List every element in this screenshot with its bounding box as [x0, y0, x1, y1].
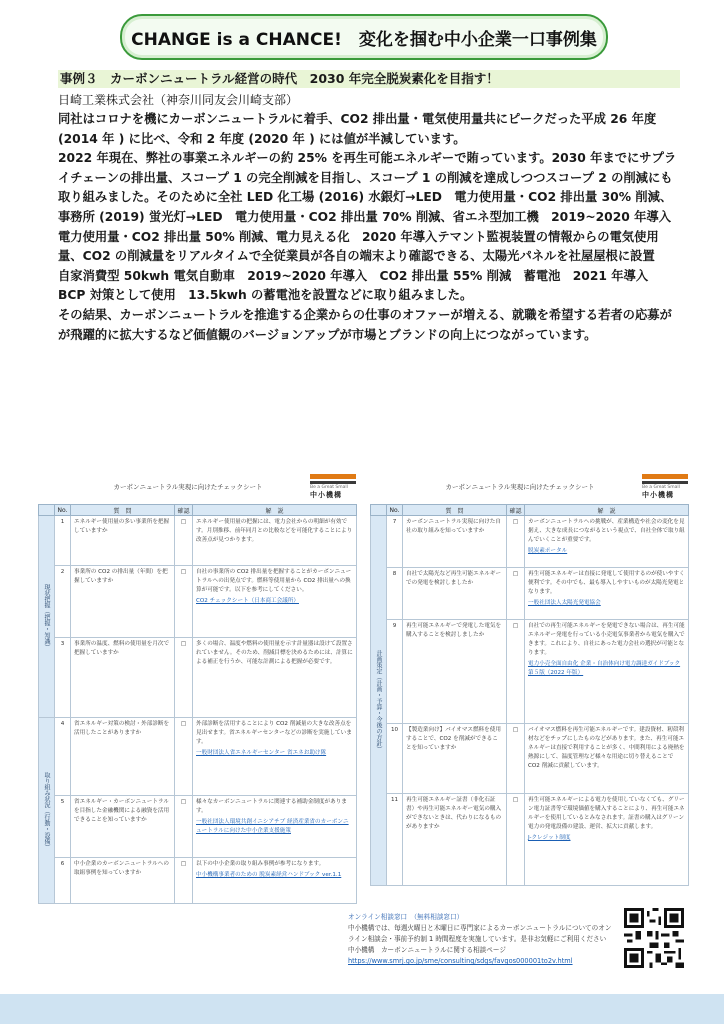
consultation-url-link[interactable]: https://www.smrj.go.jp/sme/consulting/sdgs/favgos000001to2v.html	[348, 957, 573, 965]
logo-tag: Be a Great Small	[310, 485, 348, 490]
explain-text: カーボンニュートラルへの挑戦が、産業構造や社会の変化を見据え、大きな成長につながるという視点で、自社全体で取り組んでいくことが重要です。	[528, 519, 685, 543]
col-category	[39, 505, 55, 516]
checklist-sheet-right	[370, 474, 690, 894]
resource-link[interactable]: 電力小売全面自由化 企業・自治体向け電力調達ガイドブック第５版（2022 年版）	[528, 661, 681, 676]
logo-tag: Be a Great Small	[642, 485, 680, 490]
table-row	[39, 566, 357, 638]
row-question: 再生可能エネルギーで発電した電気を購入することを検討しましたか	[403, 620, 507, 724]
row-checkbox[interactable]: □	[507, 516, 525, 568]
resource-link[interactable]: 一般社団法人環境共創イニシアチブ 経済産業省のカーボンニュートラルに向けた中小企業支援施策	[196, 819, 349, 834]
consultation-heading: オンライン相談窓口 （無料相談窓口）	[348, 913, 464, 921]
checklist-sheet-left	[38, 474, 358, 894]
row-question: 事業所の CO2 の排出量（年間）を把握していますか	[71, 566, 175, 638]
row-number: 11	[387, 794, 403, 886]
row-checkbox[interactable]: □	[175, 718, 193, 796]
explain-text: 以下の中小企業の取り組み事例が参考になります。	[196, 861, 325, 867]
row-explain	[193, 566, 357, 638]
row-checkbox[interactable]: □	[507, 794, 525, 886]
sheet-title: カーボンニュートラル実現に向けたチェックシート	[113, 483, 263, 491]
page-title	[120, 14, 608, 60]
explain-text: 外部診断を活用することにより CO2 削減量の大きな改善点を見出せます。省エネルギーセンターなどの診断を実施しています。	[196, 721, 352, 745]
row-checkbox[interactable]: □	[507, 568, 525, 620]
table-row	[371, 794, 689, 886]
table-row	[39, 516, 357, 566]
smrj-logo	[642, 474, 688, 500]
row-number: 8	[387, 568, 403, 620]
row-explain	[193, 796, 357, 858]
row-number: 4	[55, 718, 71, 796]
resource-link[interactable]: 脱炭素ポータル	[528, 548, 568, 554]
table-row	[371, 568, 689, 620]
row-number: 6	[55, 858, 71, 904]
explain-text: 再生可能エネルギーは直接に発電して使用するのが使いやすく便利です。その中でも、最も導入しやすいものが太陽光発電となります。	[528, 571, 685, 595]
row-checkbox[interactable]: □	[175, 638, 193, 718]
row-question: 自社で太陽光など再生可能エネルギーでの発電を検討しましたか	[403, 568, 507, 620]
row-number: 2	[55, 566, 71, 638]
checklist-table	[38, 504, 357, 904]
resource-link[interactable]: 一般社団法人太陽光発電協会	[528, 600, 601, 606]
row-number: 9	[387, 620, 403, 724]
explain-text: バイオマス燃料を再生可能エネルギーです。建設資材、籾殻利材などをチップにしたものなどがあります。また、再生可能エネルギーは直接で利用することが多く、中間利用による廃熱を熱源にして、温度管理など様々な用途に切り替えることで CO2 削減に貢献しています。	[528, 727, 685, 769]
col-explain: 解 説	[193, 505, 357, 516]
qr-code-icon[interactable]	[624, 908, 684, 968]
consultation-page-label: 中小機構 カーボンニュートラルに関する相談ページ	[348, 946, 506, 954]
row-number: 10	[387, 724, 403, 794]
explain-text: 再生可能エネルギーによる電力を使用していなくても、グリーン電力証書等で環境価値を購入することにより、再生可能エネルギーを使用しているとみなされます。証書の購入はグリーン電力の発電設備の建設、運営、拡大に貢献します。	[528, 797, 685, 830]
row-number: 7	[387, 516, 403, 568]
category-cell: 取り組み状況（行動・設備）	[39, 718, 55, 904]
table-row	[371, 620, 689, 724]
logo-name: 中小機構	[642, 491, 674, 499]
table-row	[371, 724, 689, 794]
row-explain	[193, 718, 357, 796]
row-checkbox[interactable]: □	[175, 566, 193, 638]
table-row	[39, 638, 357, 718]
checklist-table	[370, 504, 689, 886]
row-checkbox[interactable]: □	[507, 724, 525, 794]
table-row	[39, 718, 357, 796]
row-explain	[525, 724, 689, 794]
category-cell: 現状把握（把握・知識）	[39, 516, 55, 718]
consultation-text: 中小機構では、毎週火曜日と木曜日に専門家によるカーボンニュートラルについてのオンライン相談会・事前予約制 1 時間程度を実施しています。是非お気軽にご利用ください	[348, 924, 612, 943]
row-question: カーボンニュートラル実現に向けた自社の取り組みを知っていますか	[403, 516, 507, 568]
row-explain	[193, 638, 357, 718]
col-question: 質 問	[71, 505, 175, 516]
row-question: 中小企業のカーボンニュートラルへの取組事例を知っていますか	[71, 858, 175, 904]
row-number: 1	[55, 516, 71, 566]
explain-text: 様々なカーボンニュートラルに関連する補助金制度があります。	[196, 799, 347, 814]
col-question: 質 問	[403, 505, 507, 516]
col-explain: 解 説	[525, 505, 689, 516]
row-checkbox[interactable]: □	[175, 796, 193, 858]
page-title-text: CHANGE is a CHANCE! 変化を掴む中小企業一口事例集	[131, 29, 597, 50]
row-question: 【製造業向け】バイオマス燃料を使用することで、CO2 を削減ができることを知っていますか	[403, 724, 507, 794]
row-explain	[193, 516, 357, 566]
case-paragraph: 同社はコロナを機にカーボンニュートラルに着手、CO2 排出量・電気使用量共にピークだった平成 26 年度 (2014 年 ) に比べ、令和 2 年度 (2020 年 ) には値が半減しています。	[58, 112, 657, 146]
logo-name: 中小機構	[310, 491, 342, 499]
row-explain	[525, 568, 689, 620]
row-question: 省エネルギー対策の検討・外部診断を活用したことがありますか	[71, 718, 175, 796]
row-checkbox[interactable]: □	[507, 620, 525, 724]
company-name: 日崎工業株式会社（神奈川同友会川崎支部）	[58, 93, 299, 107]
row-explain	[525, 794, 689, 886]
resource-link[interactable]: 一般財団法人省エネルギーセンター 省エネお助け隊	[196, 750, 327, 756]
row-explain	[193, 858, 357, 904]
table-row	[39, 796, 357, 858]
explain-text: エネルギー使用量の把握には、電力会社からの明細が有効です。月別推移、前年同月との比較などを可能化することにより改善点が見つかります。	[196, 519, 353, 543]
row-number: 3	[55, 638, 71, 718]
explain-text: 自社での再生可能エネルギーを発電できない場合は、再生可能エネルギー発電を行っている小売電気事業者から電気を購入できます。これにより、自社にあった電力会社の選択が可能となります。	[528, 623, 685, 656]
category-cell: 計画策定（計画・予算・今後の方針）	[371, 516, 387, 886]
row-checkbox[interactable]: □	[175, 858, 193, 904]
resource-link[interactable]: 中小機構事業者のための 脱炭素経営ハンドブック ver.1.1	[196, 872, 342, 878]
table-row	[39, 858, 357, 904]
col-no: No.	[55, 505, 71, 516]
case-paragraph: その結果、カーボンニュートラルを推進する企業からの仕事のオファーが増える、就職を希望する若者の応募が	[58, 307, 672, 322]
explain-text: 自社の事業所の CO2 排出量を把握することがカーボンニュートラルへの出発点です。燃料等使用量から CO2 排出量への換算が可能です。以下を参考にしてください。	[196, 569, 352, 593]
col-category	[371, 505, 387, 516]
case-body	[58, 110, 678, 345]
row-checkbox[interactable]: □	[175, 516, 193, 566]
resource-link[interactable]: CO2 チェックシート（日本商工会議所）	[196, 598, 299, 604]
case-heading: 事例３ カーボンニュートラル経営の時代 2030 年完全脱炭素化を目指す！	[58, 70, 680, 88]
case-paragraph: 2022 年現在、弊社の事業エネルギーの約 25% を再生可能エネルギーで賄っています。2030 年までにサプライチェーンの排出量、スコープ 1 の完全削減を目指し、スコープ 1 の削減を達成しつつスコープ 2 の削減にも取り組みました。そのために全社 LED 化工場 (2016) 水銀灯→LED 電力使用量・CO2 排出量 30% 削減、事務所 (2019) 蛍光灯→LED 電力使用量・CO2 排出量 70% 削減、省エネ型加工機 2019~2020 年導入電力使用量・CO2 排出量 50% 削減、電力見える化 2020 年導入テマント監視装置の情報からの電気使用量、CO2 の削減量をリアルタイムで全従業員が各自の端末より確認できる、太陽光パネルを社屋屋根に設置 自家消費型 50kwh 電気自動車 2019~2020 年導入 CO2 排出量 55% 削減 蓄電池 2021 年導入 BCP 対策として使用 13.5kwh の蓄電池を設置などに取り組みました。	[58, 151, 677, 303]
col-check: 確認	[507, 505, 525, 516]
col-no: No.	[387, 505, 403, 516]
bottom-band	[0, 994, 724, 1024]
case-paragraph: が飛躍的に拡大するなど価値観のバージョンアップが市場とブランドの向上につながっています。	[58, 327, 597, 342]
row-question: 事業所の温度、燃料の使用量を月次で把握していますか	[71, 638, 175, 718]
sheet-title: カーボンニュートラル実現に向けたチェックシート	[445, 483, 595, 491]
row-explain	[525, 516, 689, 568]
row-question: エネルギー使用量の多い事業所を把握していますか	[71, 516, 175, 566]
consultation-note	[348, 912, 616, 967]
col-check: 確認	[175, 505, 193, 516]
row-number: 5	[55, 796, 71, 858]
row-explain	[525, 620, 689, 724]
table-row	[371, 516, 689, 568]
row-question: 再生可能エネルギー証書（非化石証書）や再生可能エネルギー電気の購入ができないときは、代わりになるものがありますか	[403, 794, 507, 886]
row-question: 省エネルギー・カーボンニュートラルを目指した金融機関による融資を活用できることを知っていますか	[71, 796, 175, 858]
smrj-logo	[310, 474, 356, 500]
resource-link[interactable]: J-クレジット制度	[528, 835, 571, 841]
explain-text: 多くの場合、温度や燃料の使用量を示す計量器は設けて設置されていません。そのため、削減目標を決めるためには、計算による補正を行うか、可能な計測による把握が必要です。	[196, 641, 353, 665]
